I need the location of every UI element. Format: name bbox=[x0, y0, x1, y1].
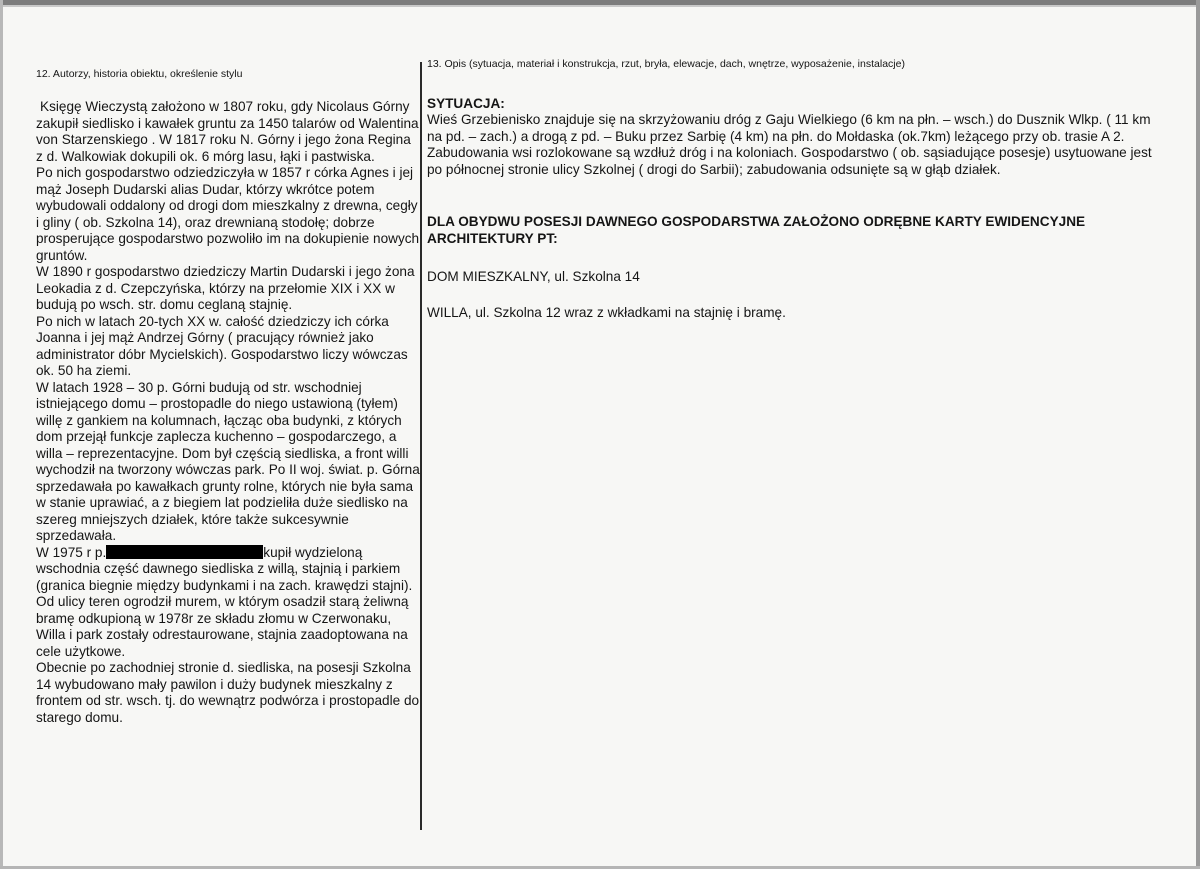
history-paragraph: Po nich w latach 20-tych XX w. całość dziedziczy ich córka Joanna i jej mąż Andrzej Górny ( pracujący również jako administrator dóbr Mycielskich). Gospodarstwo liczy wówczas ok. 50 ha ziemi. bbox=[36, 313, 408, 378]
cards-note: DLA OBYDWU POSESJI DAWNEGO GOSPODARSTWA ZAŁOŻONO ODRĘBNE KARTY EWIDENCYJNE ARCHITEKTURY PT: bbox=[427, 214, 1086, 246]
history-paragraph: W latach 1928 – 30 p. Górni budują od str. wschodniej istniejącego domu – prostopadle do niego ustawioną (tyłem) willę z gankiem na kolumnach, łącząc oba budynki, z których dom przejął funkcje zaplecza kuchenno – gospodarczego, a willa – reprezentacyjne. Dom był częścią siedliska, a front willi wychodził na tworzony wówczas park. Po II woj. świat. p. Górna sprzedawała po kawałkach grunty rolne, których nie była sama w stanie uprawiać, a z biegiem lat podzieliła duże siedlisko na szereg mniejszych działek, które także sukcesywnie sprzedawała. bbox=[36, 379, 420, 543]
scan-edge-top-shadow bbox=[0, 5, 1200, 7]
situation-title: SYTUACJA: bbox=[427, 96, 505, 111]
history-column bbox=[36, 68, 420, 726]
history-1975-suffix: kupił wydzieloną wschodnia część dawnego siedliska z willą, stajnią i parkiem (granica biegnie między budynkami i na zach. krawędzi stajni). Od ulicy teren ogrodził murem, w którym osadził starą żeliwną bramę odkupioną w 1978r ze składu złomu w Czerwonaku, Willa i park zostały odrestaurowane, stajnia zaadoptowana na cele użytkowe. bbox=[36, 544, 413, 659]
column-divider bbox=[420, 62, 422, 830]
history-paragraph: Po nich gospodarstwo odziedziczyła w 1857 r córka Agnes i jej mąż Joseph Dudarski alias Dudar, którzy wkrótce potem wybudowali oddalony od drogi dom mieszkalny z drewna, cegły i gliny ( ob. Szkolna 14), oraz drewnianą stodołę; dobrze prosperujące gospodarstwo pozwoliło im na dokupienie nowych gruntów. bbox=[36, 165, 420, 263]
history-heading: 12. Autorzy, historia obiektu, określenie stylu bbox=[36, 68, 243, 80]
card-item-house: DOM MIESZKALNY, ul. Szkolna 14 bbox=[427, 269, 640, 284]
card-item-villa: WILLA, ul. Szkolna 12 wraz z wkładkami na stajnię i bramę. bbox=[427, 305, 786, 320]
redaction-bar bbox=[106, 545, 263, 559]
situation-text: Wieś Grzebienisko znajduje się na skrzyżowaniu dróg z Gaju Wielkiego (6 km na płn. – wsch.) do Dusznik Wlkp. ( 11 km na pd. – zach.) a drogą z pd. – Buku przez Sarbię (4 km) na płn. do Mołdaska (ok.7km) leżącego przy ob. trasie A 2. Zabudowania wsi rozlokowane są wzdłuż dróg i na koloniach. Gospodarstwo ( ob. sąsiadujące posesje) usytuowane jest po północnej stronie ulicy Szkolnej ( drogi do Sarbii); zabudowania odsunięte są w głąb działek. bbox=[427, 112, 1152, 177]
description-heading: 13. Opis (sytuacja, materiał i konstrukcja, rzut, bryła, elewacje, dach, wnętrze, wyposażenie, instalacje) bbox=[427, 58, 905, 70]
history-paragraph: Obecnie po zachodniej stronie d. siedliska, na posesji Szkolna 14 wybudowano mały pawilon i duży budynek mieszkalny z frontem od str. wsch. tj. do wewnątrz podwórza i prostopadle do starego domu. bbox=[36, 660, 420, 725]
scan-edge-right bbox=[1196, 0, 1200, 869]
description-column bbox=[427, 58, 1167, 321]
scan-edge-left bbox=[0, 0, 3, 869]
history-1975-prefix: W 1975 r p. bbox=[36, 544, 107, 560]
history-paragraph: Księgę Wieczystą założono w 1807 roku, gdy Nicolaus Górny zakupił siedlisko i kawałek gruntu za 1450 talarów od Walentina von Starzenskiego . W 1817 roku N. Górny i jego żona Regina z d. Walkowiak dokupili ok. 6 mórg lasu, łąki i pastwiska. bbox=[36, 99, 419, 164]
history-paragraph-1975 bbox=[36, 545, 420, 661]
history-paragraph: W 1890 r gospodarstwo dziedziczy Martin Dudarski i jego żona Leokadia z d. Czepczyńska, którzy na przełomie XIX i XX w budują po wsch. str. domu ceglaną stajnię. bbox=[36, 264, 415, 312]
history-text bbox=[36, 99, 420, 726]
